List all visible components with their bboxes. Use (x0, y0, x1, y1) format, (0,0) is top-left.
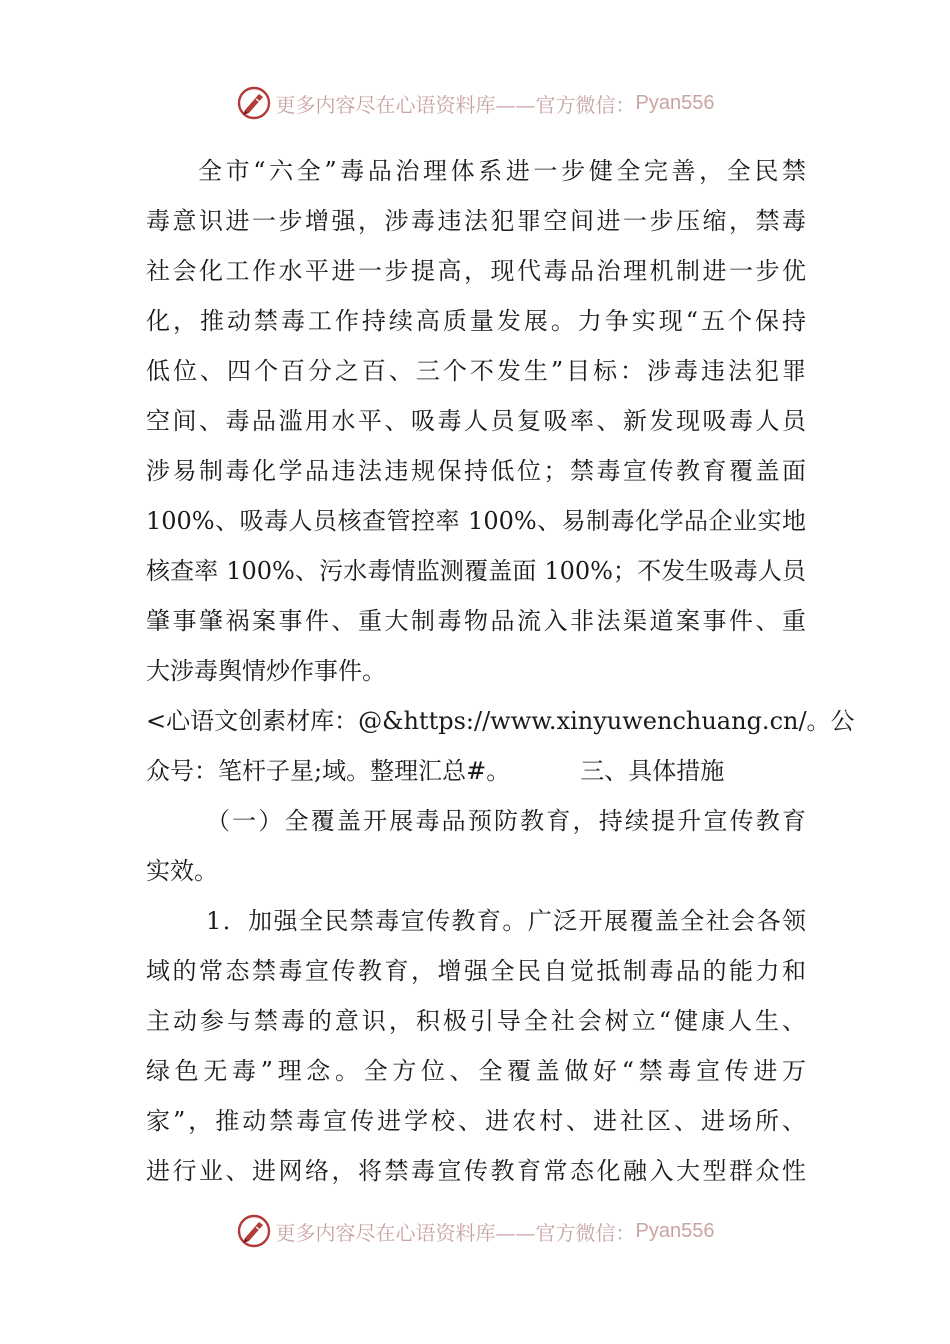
subsection-heading-cont: 实效。 (146, 857, 218, 885)
banner-wechat-id: Pyan556 (635, 1219, 715, 1242)
source-note-line: <心语文创素材库：@&https://www.xinyuwenchuang.cn/。公 (146, 707, 855, 735)
body-line: 全市“六全”毒品治理体系进一步健全完善，全民禁 (198, 157, 806, 185)
body-line: 涉易制毒化学品违法违规保持低位；禁毒宣传教育覆盖面 (146, 457, 806, 485)
source-note-line (146, 746, 806, 796)
body-line: 毒意识进一步增强，涉毒违法犯罪空间进一步压缩，禁毒 (146, 207, 806, 235)
body-line: 域的常态禁毒宣传教育，增强全民自觉抵制毒品的能力和 (146, 957, 806, 985)
body-line: 空间、毒品滥用水平、吸毒人员复吸率、新发现吸毒人员 (146, 407, 806, 435)
body-line: 主动参与禁毒的意识，积极引导全社会树立“健康人生、 (146, 1007, 806, 1035)
subsection-heading: （一）全覆盖开展毒品预防教育，持续提升宣传教育 (206, 807, 806, 835)
pen-logo-icon (236, 1213, 272, 1249)
banner-text: 更多内容尽在心语资料库——官方微信： (275, 1220, 636, 1245)
body-line: 化，推动禁毒工作持续高质量发展。力争实现“五个保持 (146, 307, 806, 335)
source-note-text: 众号：笔杆子星;域。整理汇总#。 (146, 757, 511, 785)
document-body (146, 146, 855, 1196)
body-line: 进行业、进网络，将禁毒宣传教育常态化融入大型群众性 (146, 1157, 806, 1185)
body-line: 1．加强全民禁毒宣传教育。广泛开展覆盖全社会各领 (206, 907, 806, 935)
body-line: 低位、四个百分之百、三个不发生”目标：涉毒违法犯罪 (146, 357, 806, 385)
banner-wechat-id: Pyan556 (635, 91, 715, 114)
section-heading: 三、具体措施 (580, 757, 725, 785)
body-line: 绿色无毒”理念。全方位、全覆盖做好“禁毒宣传进万 (146, 1057, 806, 1085)
banner-text: 更多内容尽在心语资料库——官方微信： (275, 92, 636, 117)
body-line: 100%、吸毒人员核查管控率 100%、易制毒化学品企业实地 (146, 507, 806, 535)
header-banner (0, 83, 950, 123)
body-line: 社会化工作水平进一步提高，现代毒品治理机制进一步优 (146, 257, 806, 285)
footer-banner (0, 1211, 950, 1251)
body-line: 家”，推动禁毒宣传进学校、进农村、进社区、进场所、 (146, 1107, 806, 1135)
body-line: 大涉毒舆情炒作事件。 (146, 657, 386, 685)
pen-logo-icon (236, 85, 272, 121)
body-line: 核查率 100%、污水毒情监测覆盖面 100%；不发生吸毒人员 (146, 557, 806, 585)
body-line: 肇事肇祸案事件、重大制毒物品流入非法渠道案事件、重 (146, 607, 806, 635)
